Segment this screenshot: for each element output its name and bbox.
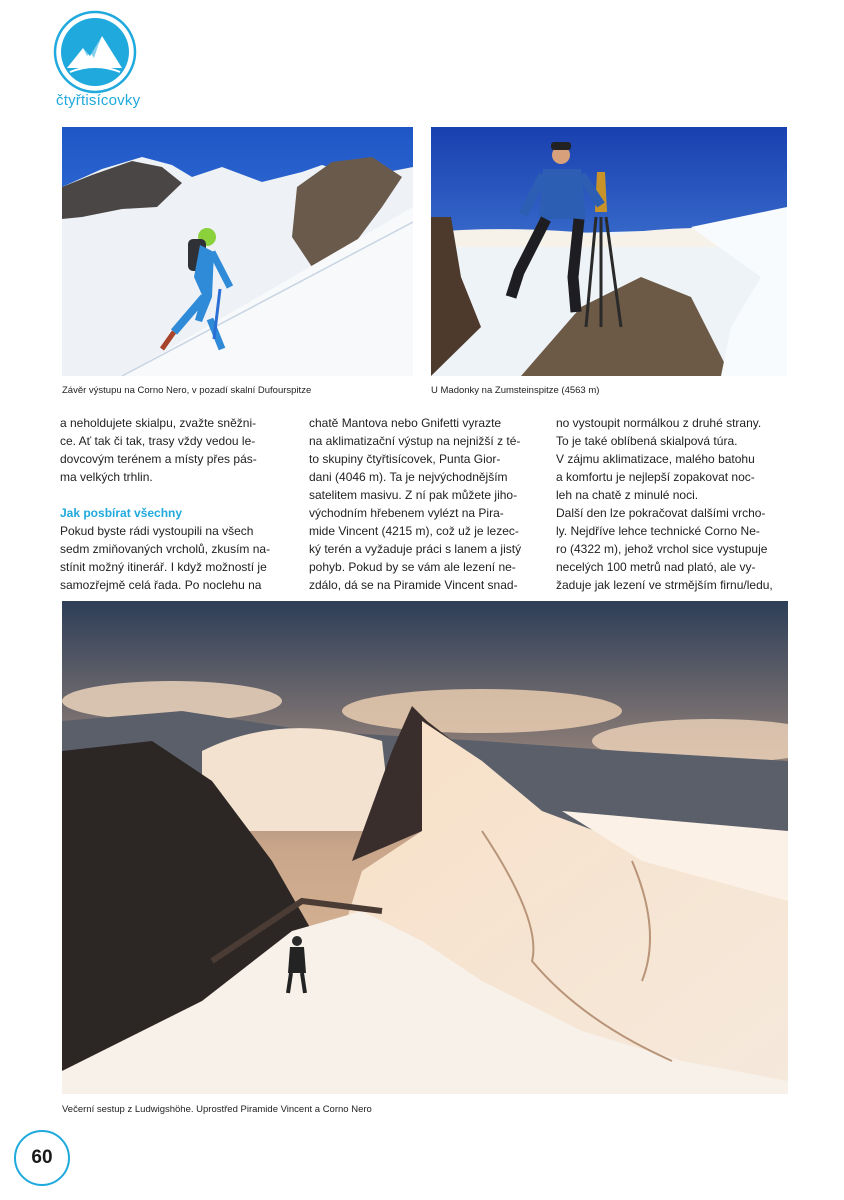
text-column-3 xyxy=(556,414,788,594)
caption-bottom: Večerní sestup z Ludwigshöhe. Uprostřed Piramide Vincent a Corno Nero xyxy=(62,1104,372,1115)
col3-line: V zájmu aklimatizace, malého batohu xyxy=(556,452,755,466)
col3-line: žaduje jak lezení ve strmějším firnu/ledu, xyxy=(556,578,773,592)
text-column-2 xyxy=(309,414,539,594)
col3-line: Další den lze pokračovat dalšími vrcho- xyxy=(556,506,766,520)
col3-line: ly. Nejdříve lehce technické Corno Ne- xyxy=(556,524,760,538)
caption-top-left: Závěr výstupu na Corno Nero, v pozadí skalní Dufourspitze xyxy=(62,385,312,396)
photo-corno-nero-climber xyxy=(62,127,413,376)
page-number: 60 xyxy=(31,1147,53,1168)
col2-line: ký terén a vyžaduje práci s lanem a jistý xyxy=(309,542,522,556)
col2-line: chatě Mantova nebo Gnifetti vyrazte xyxy=(309,416,502,430)
col3-line: To je také oblíbená skialpová túra. xyxy=(556,434,738,448)
text-column-1 xyxy=(60,414,288,594)
col3-line: necelých 100 metrů nad plató, ale vy- xyxy=(556,560,756,574)
col3-line: leh na chatě z minulé noci. xyxy=(556,488,699,502)
col1-line: samozřejmě celá řada. Po noclehu na xyxy=(60,578,262,592)
col1-line: ce. Ať tak či tak, trasy vždy vedou le- xyxy=(60,434,256,448)
col3-line: a komfortu je nejlepší zopakovat noc- xyxy=(556,470,755,484)
col1-line: sedm zmiňovaných vrcholů, zkusím na- xyxy=(60,542,271,556)
col2-line: pohyb. Pokud by se vám ale lezení ne- xyxy=(309,560,516,574)
col2-line: na aklimatizační výstup na nejnižší z té- xyxy=(309,434,521,448)
mountain-logo-icon xyxy=(50,10,140,96)
col2-line: satelitem masivu. Z ní pak můžete jiho- xyxy=(309,488,518,502)
section-heading: Jak posbírat všechny xyxy=(60,506,183,520)
col2-line: to skupiny čtyřtisícovek, Punta Gior- xyxy=(309,452,501,466)
col1-line: dovcovým terénem a místy přes pás- xyxy=(60,452,257,466)
col3-line: ro (4322 m), jehož vrchol sice vystupuje xyxy=(556,542,768,556)
col2-line: mide Vincent (4215 m), což už je lezec- xyxy=(309,524,519,538)
col1-line: a neholdujete skialpu, zvažte sněžni- xyxy=(60,416,257,430)
col1-line: ma velkých trhlin. xyxy=(60,470,153,484)
caption-top-right: U Madonky na Zumsteinspitze (4563 m) xyxy=(431,385,600,396)
col1-line: stínit možný itinerář. I když možností je xyxy=(60,560,267,574)
logo-label: čtyřtisícovky xyxy=(56,92,141,109)
col3-line: no vystoupit normálkou z druhé strany. xyxy=(556,416,762,430)
col1-line: Pokud byste rádi vystoupili na všech xyxy=(60,524,254,538)
col2-line: dani (4046 m). Ta je nejvýchodnějším xyxy=(309,470,508,484)
logo-badge xyxy=(50,10,140,96)
photo-ludwigshohe-descent xyxy=(62,601,788,1094)
photo-zumsteinspitze-summit xyxy=(431,127,787,376)
col2-line: zdálo, dá se na Piramide Vincent snad- xyxy=(309,578,518,592)
col2-line: východním hřebenem vylézt na Pira- xyxy=(309,506,504,520)
